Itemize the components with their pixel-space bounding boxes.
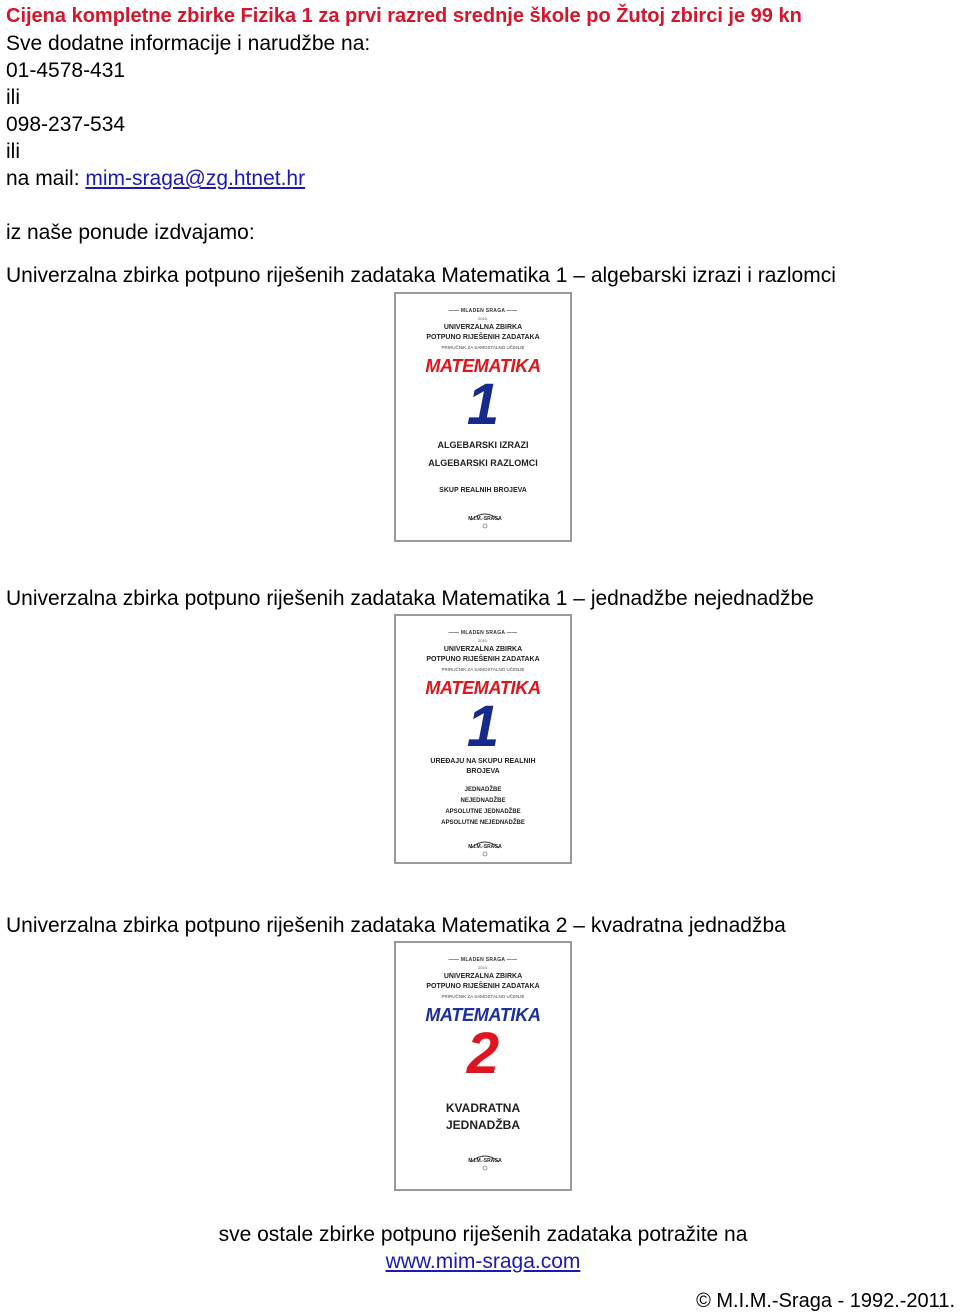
cover-year: 2010. — [477, 965, 488, 970]
cover-year: 2010. — [477, 638, 488, 643]
cover-number: 1 — [466, 372, 500, 437]
cover-topic-6: APSOLUTNE NEJEDNADŽBE — [441, 820, 525, 826]
cover-subtitle-3: PRIRUČNIK ZA SAMOSTALNO UČENJE — [441, 345, 525, 350]
website-line — [0, 1248, 960, 1275]
mail-line — [6, 165, 305, 192]
publisher-name: M.I.M.-SRAGA — [468, 1158, 502, 1164]
cover-subtitle-2: POTPUNO RIJEŠENIH ZADATAKA — [426, 983, 540, 990]
offer-intro: iz naše ponude izdvajamo: — [6, 221, 255, 244]
book-1-cover — [394, 292, 572, 542]
publisher-stamp-icon — [468, 506, 502, 530]
cover-author: —— MLADEN SRAGA —— — [448, 630, 518, 636]
cover-subtitle-2: POTPUNO RIJEŠENIH ZADATAKA — [426, 334, 540, 341]
cover-brand: MATEMATIKA — [425, 678, 541, 698]
cover-number: 1 — [466, 694, 500, 759]
or-separator-1: ili — [6, 86, 20, 109]
book-3-title: Univerzalna zbirka potpuno riješenih zadataka Matematika 2 – kvadratna jednadžba — [6, 914, 786, 937]
cover-subtitle-3: PRIRUČNIK ZA SAMOSTALNO UČENJE — [441, 667, 525, 672]
book-3-cover — [394, 941, 572, 1191]
cover-subtitle-1: UNIVERZALNA ZBIRKA — [443, 646, 523, 653]
cover-year: 2010. — [477, 316, 488, 321]
copyright: © M.I.M.-Sraga - 1992.-2011. — [696, 1290, 955, 1312]
cover-number: 2 — [466, 1021, 500, 1086]
book-1-title: Univerzalna zbirka potpuno riješenih zadataka Matematika 1 – algebarski izrazi i razlomci — [6, 264, 836, 287]
cover-author: —— MLADEN SRAGA —— — [448, 957, 518, 963]
mail-prefix: na mail: — [6, 167, 86, 190]
cover-topic-1: KVADRATNA — [445, 1101, 521, 1115]
cover-subtitle-2: POTPUNO RIJEŠENIH ZADATAKA — [426, 656, 540, 663]
cover-topic-2: BROJEVA — [466, 768, 500, 775]
price-headline: Cijena kompletne zbirke Fizika 1 za prvi razred srednje škole po Žutoj zbirci je 99 kn — [6, 5, 802, 27]
cover-brand: MATEMATIKA — [425, 1005, 541, 1025]
book-2-cover — [394, 614, 572, 864]
cover-topic-2: ALGEBARSKI RAZLOMCI — [428, 458, 538, 468]
cover-subtitle-1: UNIVERZALNA ZBIRKA — [443, 973, 523, 980]
cover-topic-5: APSOLUTNE JEDNADŽBE — [445, 809, 521, 815]
cover-topic-3: JEDNADŽBE — [464, 787, 502, 793]
info-line: Sve dodatne informacije i narudžbe na: — [6, 32, 371, 55]
publisher-stamp-icon — [468, 834, 502, 858]
or-separator-2: ili — [6, 140, 20, 163]
cover-subtitle-1: UNIVERZALNA ZBIRKA — [443, 324, 523, 331]
cover-topic-1: ALGEBARSKI IZRAZI — [437, 440, 529, 450]
cover-brand: MATEMATIKA — [425, 356, 541, 376]
cover-author: —— MLADEN SRAGA —— — [448, 308, 518, 314]
phone-2: 098-237-534 — [6, 113, 126, 136]
cover-topic-2: JEDNADŽBA — [445, 1118, 520, 1132]
website-link[interactable]: www.mim-sraga.com — [385, 1250, 581, 1273]
phone-1: 01-4578-431 — [6, 59, 126, 82]
book-2-title: Univerzalna zbirka potpuno riješenih zadataka Matematika 1 – jednadžbe nejednadžbe — [6, 587, 814, 610]
cover-topic-3: SKUP REALNIH BROJEVA — [439, 487, 527, 494]
more-collections-text: sve ostale zbirke potpuno riješenih zadataka potražite na — [218, 1223, 748, 1246]
cover-topic-1: UREĐAJU NA SKUPU REALNIH — [430, 758, 536, 765]
email-link[interactable]: mim-sraga@zg.htnet.hr — [85, 167, 306, 190]
publisher-name: M.I.M.-SRAGA — [468, 516, 502, 522]
publisher-stamp-icon — [468, 1148, 502, 1172]
publisher-name: M.I.M.-SRAGA — [468, 844, 502, 850]
cover-subtitle-3: PRIRUČNIK ZA SAMOSTALNO UČENJE — [441, 994, 525, 999]
cover-topic-4: NEJEDNADŽBE — [460, 798, 506, 804]
